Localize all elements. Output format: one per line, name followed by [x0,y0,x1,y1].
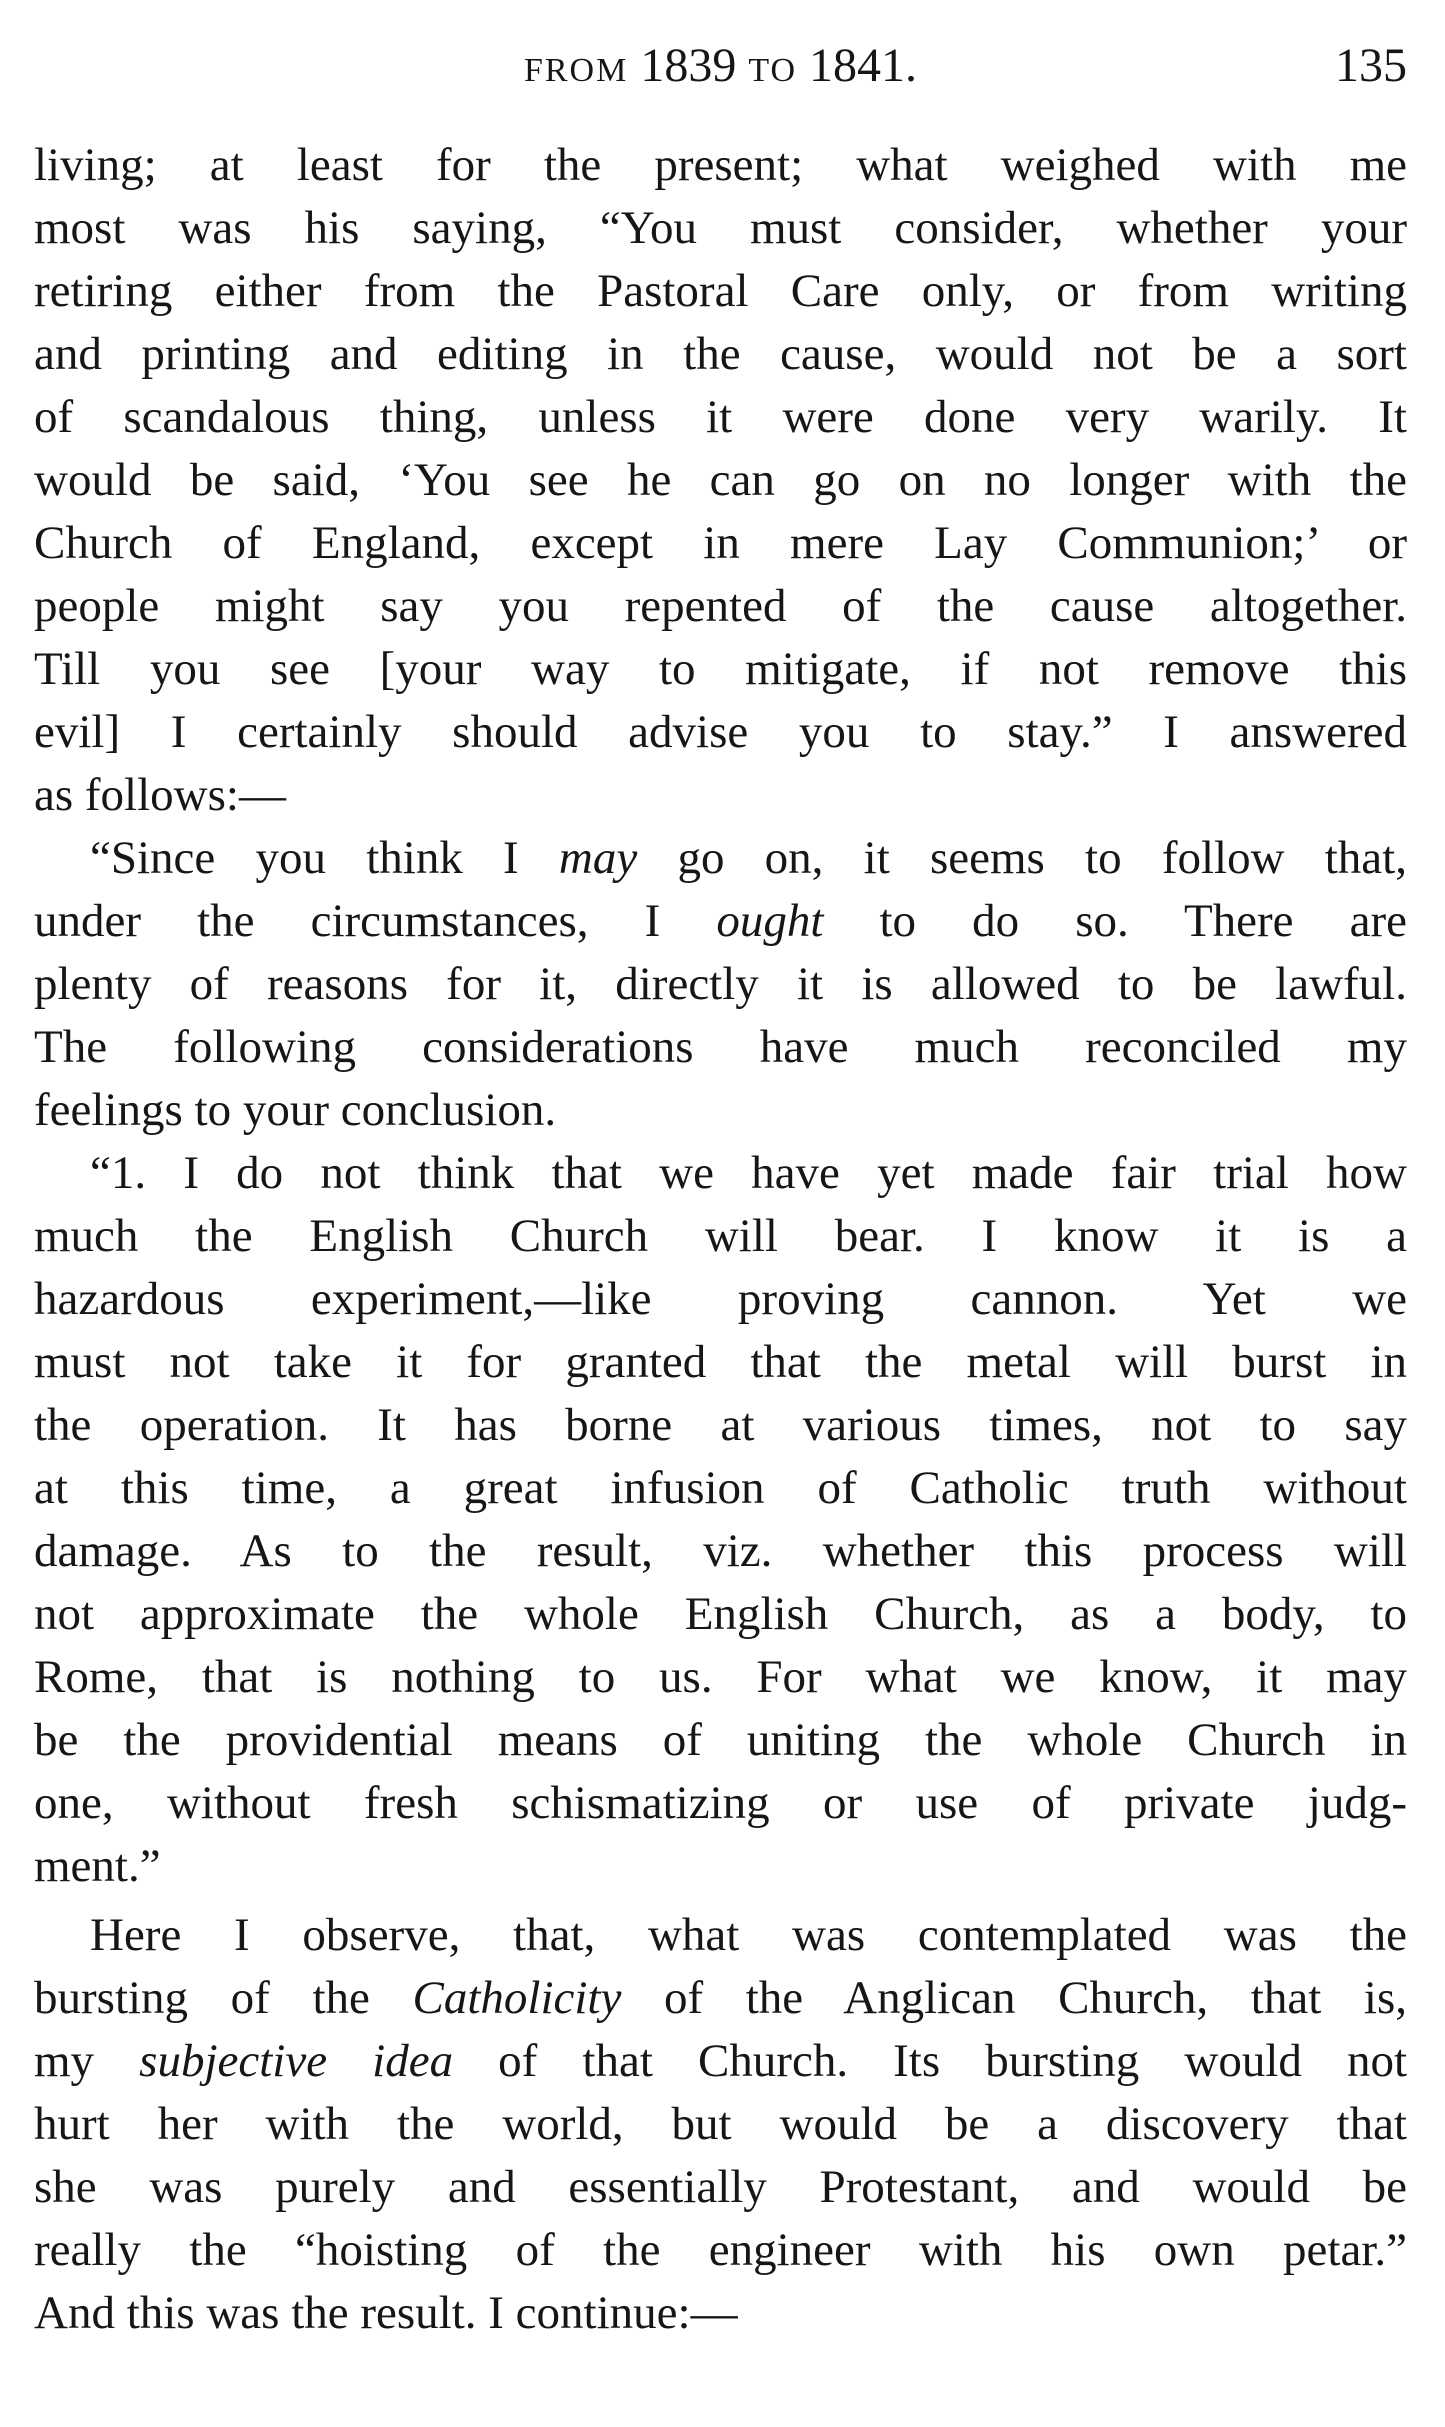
page-body [34,134,1407,2345]
text-line: evil] I certainly should advise you to stay.” I answered [34,706,1407,758]
text-line: Church of England, except in mere Lay Communion;’ or [34,517,1407,569]
running-head-year-end: 1841. [809,39,918,92]
text-run: my [34,2035,140,2087]
italic-word: Catholicity [412,1972,622,2024]
text-line: ment.” [34,1840,161,1892]
text-line: Till you see [your way to mitigate, if not remove this [34,643,1407,695]
text-line: much the English Church will bear. I know it is a [34,1210,1407,1262]
page-number: 135 [1335,39,1407,92]
text-line: at this time, a great infusion of Catholic truth without [34,1462,1407,1514]
text-line: of scandalous thing, unless it were done very warily. It [34,391,1407,443]
text-line: retiring either from the Pastoral Care only, or from writing [34,265,1407,317]
text-line: “1. I do not think that we have yet made fair trial how [90,1147,1407,1199]
text-line: not approximate the whole English Church, as a body, to [34,1588,1407,1640]
running-head [34,30,1407,102]
running-head-from: from [523,39,629,92]
text-run: under the circumstances, I [34,895,717,947]
text-line: the operation. It has borne at various times, not to say [34,1399,1407,1451]
text-line: as follows:— [34,769,286,821]
text-line: And this was the result. I continue:— [34,2287,738,2339]
text-run: of the Anglican Church, that is, [621,1972,1407,2024]
text-line: most was his saying, “You must consider, whether your [34,202,1407,254]
text-line: living; at least for the present; what weighed with me [34,139,1407,191]
text-line: and printing and editing in the cause, would not be a sort [34,328,1407,380]
text-line [34,2030,1407,2093]
text-line: damage. As to the result, viz. whether this process will [34,1525,1407,1577]
text-line: feelings to your conclusion. [34,1084,557,1136]
text-line: Rome, that is nothing to us. For what we know, it may [34,1651,1407,1703]
text-line: hazardous experiment,—like proving cannon. Yet we [34,1273,1407,1325]
italic-word: ought [716,895,824,947]
text-line: The following considerations have much reconciled my [34,1021,1407,1073]
text-line [34,1967,1407,2030]
text-line: really the “hoisting of the engineer with his own petar.” [34,2224,1407,2276]
text-line: plenty of reasons for it, directly it is allowed to be lawful. [34,958,1407,1010]
text-line: she was purely and essentially Protestant, and would be [34,2161,1407,2213]
text-run: go on, it seems to follow that, [637,832,1407,884]
text-line: Here I observe, that, what was contemplated was the [90,1909,1407,1961]
page-header [34,30,1407,102]
italic-word: subjective idea [139,2035,454,2087]
text-run: “Since you think I [90,832,559,884]
text-line: would be said, ‘You see he can go on no longer with the [34,454,1407,506]
text-line: hurt her with the world, but would be a discovery that [34,2098,1407,2150]
running-head-to: to [748,39,798,92]
text-run: to do so. There are [823,895,1407,947]
text-line [34,827,1407,890]
italic-word: may [558,832,638,884]
text-run: bursting of the [34,1972,413,2024]
text-line: be the providential means of uniting the whole Church in [34,1714,1407,1766]
running-head-year-start: 1839 [640,39,737,92]
text-line: people might say you repented of the cause altogether. [34,580,1407,632]
text-line: must not take it for granted that the metal will burst in [34,1336,1407,1388]
text-line: one, without fresh schismatizing or use of private judg- [34,1777,1407,1829]
text-run: of that Church. Its bursting would not [453,2035,1408,2087]
text-line [34,890,1407,953]
